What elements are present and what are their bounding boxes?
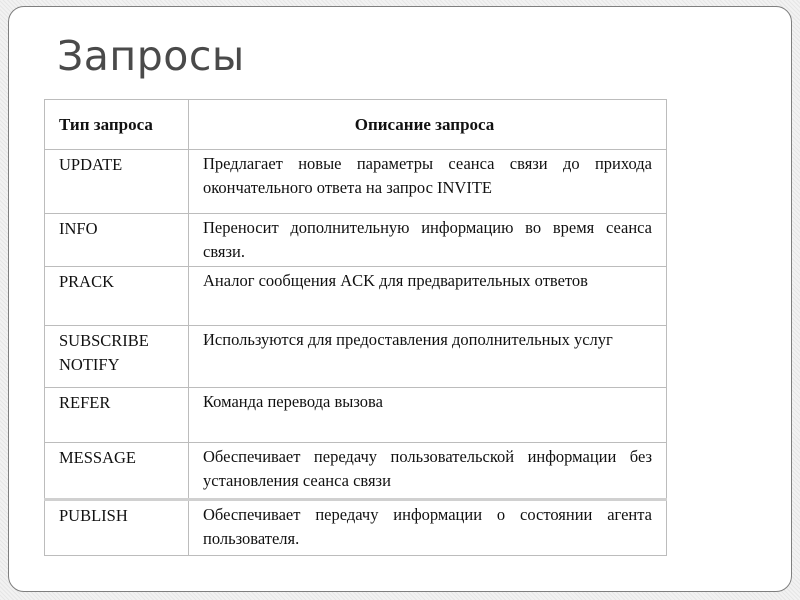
request-description-cell: Предлагает новые параметры сеанса связи до прихода окончательного ответа на запрос INVITE: [189, 150, 667, 214]
request-description-cell: Обеспечивает передачу информации о состоянии агента пользователя.: [189, 500, 667, 556]
request-description-cell: Переносит дополнительную информацию во время сеанса связи.: [189, 214, 667, 267]
table-row: [45, 214, 667, 267]
header-request-type: Тип запроса: [45, 100, 189, 150]
request-description-cell: Команда перевода вызова: [189, 388, 667, 443]
request-type-cell: PUBLISH: [45, 500, 189, 556]
request-type-cell: MESSAGE: [45, 443, 189, 500]
requests-table: [44, 99, 667, 556]
table-row: [45, 388, 667, 443]
table-row: [45, 150, 667, 214]
table-row: [45, 326, 667, 388]
request-description-cell: Обеспечивает передачу пользовательской информации без установления сеанса связи: [189, 443, 667, 500]
request-type-cell: PRACK: [45, 267, 189, 326]
request-type-cell: INFO: [45, 214, 189, 267]
request-type-cell: UPDATE: [45, 150, 189, 214]
request-type-cell: SUBSCRIBE NOTIFY: [45, 326, 189, 388]
request-description-cell: Используются для предоставления дополнительных услуг: [189, 326, 667, 388]
table-header-row: [45, 100, 667, 150]
table-row: [45, 443, 667, 500]
page-title: Запросы: [57, 32, 245, 80]
request-description-cell: Аналог сообщения ACK для предварительных ответов: [189, 267, 667, 326]
request-type-cell: REFER: [45, 388, 189, 443]
table-row: [45, 500, 667, 556]
header-request-description: Описание запроса: [189, 100, 667, 150]
table-row: [45, 267, 667, 326]
